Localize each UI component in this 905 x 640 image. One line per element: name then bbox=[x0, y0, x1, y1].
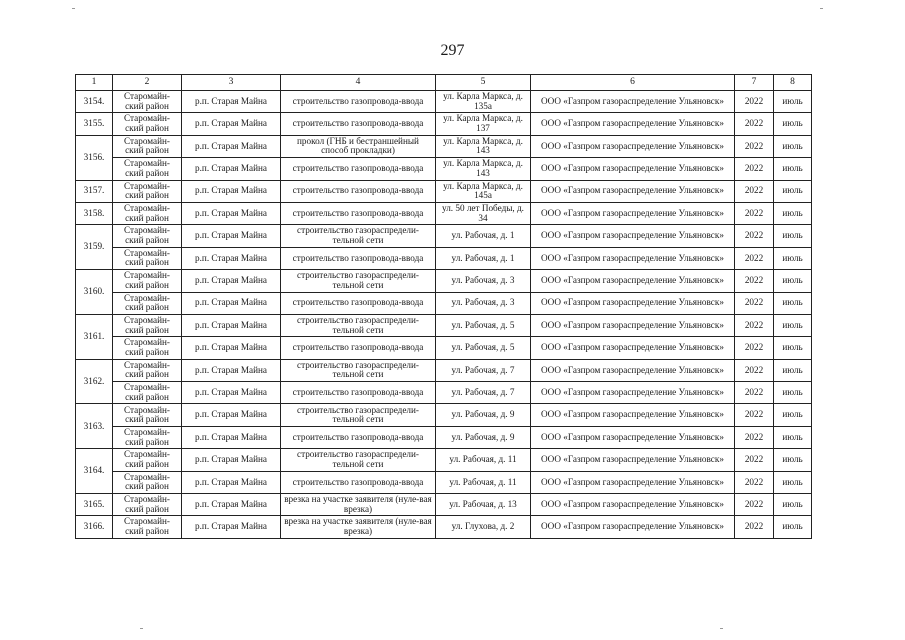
address-cell: ул. Карла Маркса, д. 143 bbox=[436, 135, 531, 157]
year-cell: 2022 bbox=[735, 270, 774, 292]
work-type-cell: строительство газопровода-ввода bbox=[281, 247, 436, 269]
work-type-cell: строительство газопровода-ввода bbox=[281, 471, 436, 493]
table-row bbox=[76, 91, 812, 113]
organization-cell: ООО «Газпром газораспределение Ульяновск» bbox=[531, 180, 735, 202]
work-type-cell: врезка на участке заявителя (нуле-вая врезка) bbox=[281, 516, 436, 538]
month-cell: июль bbox=[774, 471, 812, 493]
work-type-cell: прокол (ГНБ и бестраншейный способ прокладки) bbox=[281, 135, 436, 157]
row-number-cell: 3160. bbox=[76, 270, 113, 315]
district-cell: Старомайн-ский район bbox=[113, 202, 182, 224]
district-cell: Старомайн-ский район bbox=[113, 180, 182, 202]
settlement-cell: р.п. Старая Майна bbox=[182, 292, 281, 314]
district-cell: Старомайн-ский район bbox=[113, 135, 182, 157]
scan-speck bbox=[140, 628, 143, 629]
table-row bbox=[76, 449, 812, 471]
work-type-cell: строительство газопровода-ввода bbox=[281, 382, 436, 404]
row-number-cell: 3158. bbox=[76, 202, 113, 224]
row-number-cell: 3161. bbox=[76, 314, 113, 359]
year-cell: 2022 bbox=[735, 337, 774, 359]
month-cell: июль bbox=[774, 449, 812, 471]
work-type-cell: строительство газопровода-ввода bbox=[281, 91, 436, 113]
work-type-cell: строительство газораспредели-тельной сети bbox=[281, 225, 436, 247]
year-cell: 2022 bbox=[735, 449, 774, 471]
address-cell: ул. Карла Маркса, д. 143 bbox=[436, 158, 531, 180]
month-cell: июль bbox=[774, 426, 812, 448]
year-cell: 2022 bbox=[735, 516, 774, 538]
month-cell: июль bbox=[774, 314, 812, 336]
organization-cell: ООО «Газпром газораспределение Ульяновск» bbox=[531, 426, 735, 448]
settlement-cell: р.п. Старая Майна bbox=[182, 113, 281, 135]
organization-cell: ООО «Газпром газораспределение Ульяновск» bbox=[531, 314, 735, 336]
district-cell: Старомайн-ский район bbox=[113, 426, 182, 448]
row-number-cell: 3154. bbox=[76, 91, 113, 113]
table-row bbox=[76, 225, 812, 247]
year-cell: 2022 bbox=[735, 113, 774, 135]
year-cell: 2022 bbox=[735, 404, 774, 426]
organization-cell: ООО «Газпром газораспределение Ульяновск» bbox=[531, 225, 735, 247]
year-cell: 2022 bbox=[735, 202, 774, 224]
month-cell: июль bbox=[774, 158, 812, 180]
row-number-cell: 3159. bbox=[76, 225, 113, 270]
month-cell: июль bbox=[774, 135, 812, 157]
settlement-cell: р.п. Старая Майна bbox=[182, 494, 281, 516]
year-cell: 2022 bbox=[735, 225, 774, 247]
settlement-cell: р.п. Старая Майна bbox=[182, 225, 281, 247]
settlement-cell: р.п. Старая Майна bbox=[182, 471, 281, 493]
month-cell: июль bbox=[774, 404, 812, 426]
organization-cell: ООО «Газпром газораспределение Ульяновск» bbox=[531, 270, 735, 292]
year-cell: 2022 bbox=[735, 180, 774, 202]
work-type-cell: строительство газораспредели-тельной сети bbox=[281, 404, 436, 426]
work-type-cell: строительство газораспредели-тельной сети bbox=[281, 359, 436, 381]
settlement-cell: р.п. Старая Майна bbox=[182, 135, 281, 157]
table-row bbox=[76, 270, 812, 292]
district-cell: Старомайн-ский район bbox=[113, 225, 182, 247]
settlement-cell: р.п. Старая Майна bbox=[182, 382, 281, 404]
organization-cell: ООО «Газпром газораспределение Ульяновск» bbox=[531, 91, 735, 113]
organization-cell: ООО «Газпром газораспределение Ульяновск» bbox=[531, 247, 735, 269]
month-cell: июль bbox=[774, 202, 812, 224]
address-cell: ул. Рабочая, д. 11 bbox=[436, 449, 531, 471]
work-type-cell: строительство газопровода-ввода bbox=[281, 202, 436, 224]
year-cell: 2022 bbox=[735, 247, 774, 269]
header-cell: 4 bbox=[281, 75, 436, 91]
work-type-cell: строительство газораспредели-тельной сети bbox=[281, 314, 436, 336]
header-cell: 3 bbox=[182, 75, 281, 91]
table-row bbox=[76, 426, 812, 448]
work-type-cell: строительство газопровода-ввода bbox=[281, 113, 436, 135]
organization-cell: ООО «Газпром газораспределение Ульяновск» bbox=[531, 404, 735, 426]
work-type-cell: строительство газопровода-ввода bbox=[281, 292, 436, 314]
address-cell: ул. Карла Маркса, д. 137 bbox=[436, 113, 531, 135]
work-type-cell: строительство газопровода-ввода bbox=[281, 158, 436, 180]
district-cell: Старомайн-ский район bbox=[113, 494, 182, 516]
organization-cell: ООО «Газпром газораспределение Ульяновск» bbox=[531, 494, 735, 516]
year-cell: 2022 bbox=[735, 426, 774, 448]
address-cell: ул. Рабочая, д. 1 bbox=[436, 247, 531, 269]
year-cell: 2022 bbox=[735, 382, 774, 404]
year-cell: 2022 bbox=[735, 359, 774, 381]
address-cell: ул. Рабочая, д. 9 bbox=[436, 426, 531, 448]
district-cell: Старомайн-ский район bbox=[113, 359, 182, 381]
organization-cell: ООО «Газпром газораспределение Ульяновск» bbox=[531, 516, 735, 538]
month-cell: июль bbox=[774, 494, 812, 516]
scan-speck bbox=[820, 8, 823, 9]
scan-speck bbox=[720, 628, 723, 629]
address-cell: ул. Рабочая, д. 13 bbox=[436, 494, 531, 516]
table-row bbox=[76, 359, 812, 381]
district-cell: Старомайн-ский район bbox=[113, 404, 182, 426]
header-cell: 8 bbox=[774, 75, 812, 91]
month-cell: июль bbox=[774, 516, 812, 538]
row-number-cell: 3165. bbox=[76, 494, 113, 516]
month-cell: июль bbox=[774, 113, 812, 135]
settlement-cell: р.п. Старая Майна bbox=[182, 314, 281, 336]
table-row bbox=[76, 247, 812, 269]
address-cell: ул. Рабочая, д. 3 bbox=[436, 292, 531, 314]
address-cell: ул. Рабочая, д. 7 bbox=[436, 359, 531, 381]
table-row bbox=[76, 314, 812, 336]
row-number-cell: 3166. bbox=[76, 516, 113, 538]
organization-cell: ООО «Газпром газораспределение Ульяновск» bbox=[531, 292, 735, 314]
district-cell: Старомайн-ский район bbox=[113, 314, 182, 336]
settlement-cell: р.п. Старая Майна bbox=[182, 359, 281, 381]
table-row bbox=[76, 113, 812, 135]
organization-cell: ООО «Газпром газораспределение Ульяновск» bbox=[531, 449, 735, 471]
table-row bbox=[76, 494, 812, 516]
district-cell: Старомайн-ский район bbox=[113, 292, 182, 314]
row-number-cell: 3163. bbox=[76, 404, 113, 449]
row-number-cell: 3155. bbox=[76, 113, 113, 135]
settlement-cell: р.п. Старая Майна bbox=[182, 158, 281, 180]
settlement-cell: р.п. Старая Майна bbox=[182, 426, 281, 448]
registry-table bbox=[75, 74, 812, 539]
month-cell: июль bbox=[774, 359, 812, 381]
organization-cell: ООО «Газпром газораспределение Ульяновск» bbox=[531, 471, 735, 493]
settlement-cell: р.п. Старая Майна bbox=[182, 247, 281, 269]
month-cell: июль bbox=[774, 91, 812, 113]
row-number-cell: 3164. bbox=[76, 449, 113, 494]
table-row bbox=[76, 292, 812, 314]
table-row bbox=[76, 382, 812, 404]
table-row bbox=[76, 135, 812, 157]
address-cell: ул. 50 лет Победы, д. 34 bbox=[436, 202, 531, 224]
year-cell: 2022 bbox=[735, 471, 774, 493]
settlement-cell: р.п. Старая Майна bbox=[182, 91, 281, 113]
row-number-cell: 3157. bbox=[76, 180, 113, 202]
settlement-cell: р.п. Старая Майна bbox=[182, 180, 281, 202]
address-cell: ул. Рабочая, д. 7 bbox=[436, 382, 531, 404]
work-type-cell: врезка на участке заявителя (нуле-вая врезка) bbox=[281, 494, 436, 516]
organization-cell: ООО «Газпром газораспределение Ульяновск» bbox=[531, 337, 735, 359]
address-cell: ул. Рабочая, д. 11 bbox=[436, 471, 531, 493]
settlement-cell: р.п. Старая Майна bbox=[182, 449, 281, 471]
work-type-cell: строительство газопровода-ввода bbox=[281, 180, 436, 202]
month-cell: июль bbox=[774, 247, 812, 269]
month-cell: июль bbox=[774, 382, 812, 404]
work-type-cell: строительство газопровода-ввода bbox=[281, 426, 436, 448]
address-cell: ул. Карла Маркса, д. 135а bbox=[436, 91, 531, 113]
district-cell: Старомайн-ский район bbox=[113, 113, 182, 135]
organization-cell: ООО «Газпром газораспределение Ульяновск» bbox=[531, 158, 735, 180]
year-cell: 2022 bbox=[735, 494, 774, 516]
row-number-cell: 3162. bbox=[76, 359, 113, 404]
district-cell: Старомайн-ский район bbox=[113, 270, 182, 292]
header-cell: 2 bbox=[113, 75, 182, 91]
address-cell: ул. Рабочая, д. 5 bbox=[436, 314, 531, 336]
address-cell: ул. Рабочая, д. 3 bbox=[436, 270, 531, 292]
settlement-cell: р.п. Старая Майна bbox=[182, 202, 281, 224]
table-row bbox=[76, 471, 812, 493]
month-cell: июль bbox=[774, 225, 812, 247]
year-cell: 2022 bbox=[735, 91, 774, 113]
page-number: 297 bbox=[440, 42, 465, 59]
organization-cell: ООО «Газпром газораспределение Ульяновск» bbox=[531, 382, 735, 404]
month-cell: июль bbox=[774, 292, 812, 314]
year-cell: 2022 bbox=[735, 158, 774, 180]
table-row bbox=[76, 404, 812, 426]
scan-speck bbox=[72, 8, 75, 9]
header-cell: 7 bbox=[735, 75, 774, 91]
settlement-cell: р.п. Старая Майна bbox=[182, 337, 281, 359]
work-type-cell: строительство газораспредели-тельной сети bbox=[281, 270, 436, 292]
address-cell: ул. Карла Маркса, д. 145а bbox=[436, 180, 531, 202]
organization-cell: ООО «Газпром газораспределение Ульяновск» bbox=[531, 135, 735, 157]
month-cell: июль bbox=[774, 180, 812, 202]
address-cell: ул. Рабочая, д. 9 bbox=[436, 404, 531, 426]
month-cell: июль bbox=[774, 270, 812, 292]
row-number-cell: 3156. bbox=[76, 135, 113, 180]
header-cell: 5 bbox=[436, 75, 531, 91]
header-cell: 6 bbox=[531, 75, 735, 91]
month-cell: июль bbox=[774, 337, 812, 359]
year-cell: 2022 bbox=[735, 314, 774, 336]
district-cell: Старомайн-ский район bbox=[113, 158, 182, 180]
header-cell: 1 bbox=[76, 75, 113, 91]
district-cell: Старомайн-ский район bbox=[113, 449, 182, 471]
work-type-cell: строительство газораспредели-тельной сети bbox=[281, 449, 436, 471]
settlement-cell: р.п. Старая Майна bbox=[182, 404, 281, 426]
year-cell: 2022 bbox=[735, 292, 774, 314]
organization-cell: ООО «Газпром газораспределение Ульяновск» bbox=[531, 113, 735, 135]
district-cell: Старомайн-ский район bbox=[113, 337, 182, 359]
table-body bbox=[76, 91, 812, 539]
work-type-cell: строительство газопровода-ввода bbox=[281, 337, 436, 359]
table-row bbox=[76, 180, 812, 202]
district-cell: Старомайн-ский район bbox=[113, 471, 182, 493]
organization-cell: ООО «Газпром газораспределение Ульяновск» bbox=[531, 359, 735, 381]
settlement-cell: р.п. Старая Майна bbox=[182, 270, 281, 292]
year-cell: 2022 bbox=[735, 135, 774, 157]
table-row bbox=[76, 516, 812, 538]
district-cell: Старомайн-ский район bbox=[113, 91, 182, 113]
organization-cell: ООО «Газпром газораспределение Ульяновск» bbox=[531, 202, 735, 224]
settlement-cell: р.п. Старая Майна bbox=[182, 516, 281, 538]
table-row bbox=[76, 158, 812, 180]
table-row bbox=[76, 337, 812, 359]
district-cell: Старомайн-ский район bbox=[113, 382, 182, 404]
address-cell: ул. Рабочая, д. 1 bbox=[436, 225, 531, 247]
district-cell: Старомайн-ский район bbox=[113, 516, 182, 538]
table-row bbox=[76, 202, 812, 224]
district-cell: Старомайн-ский район bbox=[113, 247, 182, 269]
address-cell: ул. Рабочая, д. 5 bbox=[436, 337, 531, 359]
header-row bbox=[76, 75, 812, 91]
address-cell: ул. Глухова, д. 2 bbox=[436, 516, 531, 538]
